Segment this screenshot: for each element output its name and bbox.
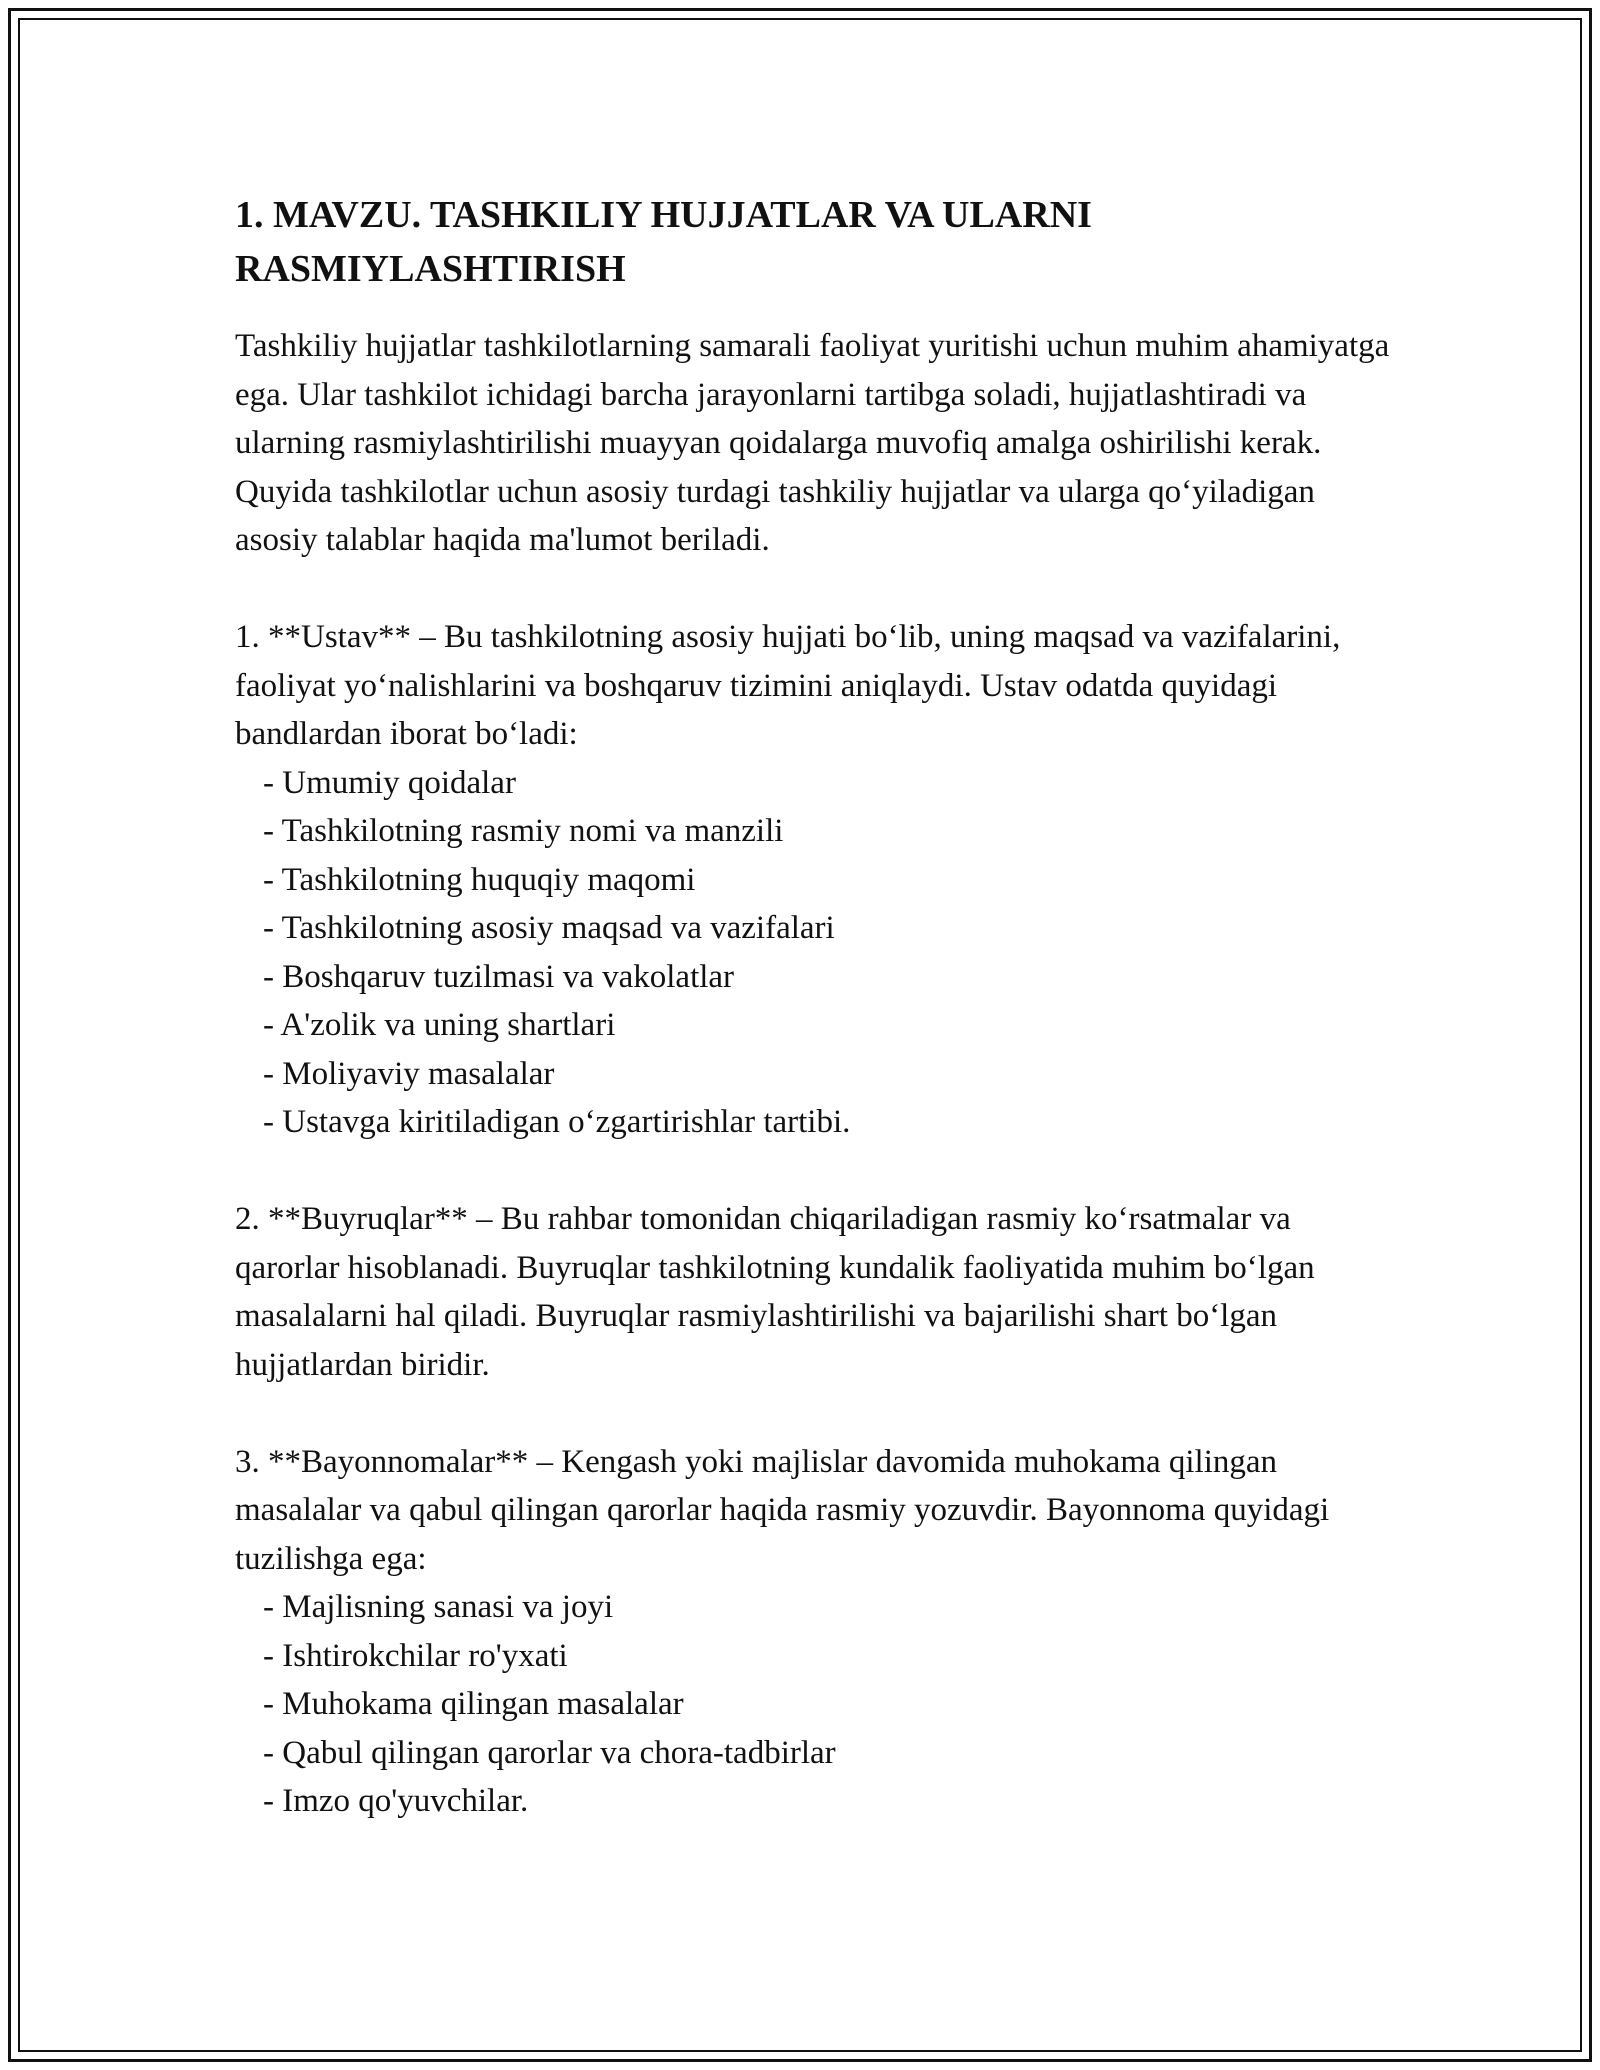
- section-buyruqlar: [235, 1195, 1395, 1389]
- list-item: - Tashkilotning rasmiy nomi va manzili: [263, 813, 784, 849]
- bullet-list: [235, 759, 1395, 1147]
- section-text: 1. **Ustav** – Bu tashkilotning asosiy hujjati bo‘lib, uning maqsad va vazifalarini, faoliyat yo‘nalishlarini va boshqaruv tizimini aniqlaydi. Ustav odatda quyidagi bandlardan iborat bo‘ladi:: [235, 619, 1341, 752]
- list-item: - A'zolik va uning shartlari: [263, 1007, 616, 1043]
- list-item: - Tashkilotning asosiy maqsad va vazifalari: [263, 910, 835, 946]
- bullet-list: [235, 1583, 1395, 1826]
- document-title: 1. MAVZU. TASHKILIY HUJJATLAR VA ULARNI RASMIYLASHTIRISH: [235, 194, 1092, 290]
- list-item: - Tashkilotning huquqiy maqomi: [263, 861, 696, 898]
- section-ustav: [235, 613, 1395, 1147]
- intro-paragraph: Tashkiliy hujjatlar tashkilotlarning samarali faoliyat yuritishi uchun muhim ahamiyatga ega. Ular tashkilot ichidagi barcha jarayonlarni tartibga soladi, hujjatlashtiradi va ularning rasmiylashtirilishi muayyan qoidalarga muvofiq amalga oshirilishi kerak. Quyida tashkilotlar uchun asosiy turdagi tashkiliy hujjatlar va ularga qo‘yiladigan asosiy talablar haqida ma'lumot beriladi.: [235, 328, 1390, 558]
- list-item: - Umumiy qoidalar: [263, 764, 516, 801]
- section-bayonnomalar: [235, 1438, 1395, 1826]
- list-item: - Qabul qilingan qarorlar va chora-tadbirlar: [263, 1734, 836, 1771]
- section-text: 3. **Bayonnomalar** – Kengash yoki majlislar davomida muhokama qilingan masalalar va qabul qilingan qarorlar haqida rasmiy yozuvdir. Bayonnoma quyidagi tuzilishga ega:: [235, 1443, 1330, 1577]
- list-item: - Boshqaruv tuzilmasi va vakolatlar: [263, 958, 735, 995]
- paragraph-gap: [235, 565, 1395, 614]
- list-item: - Ishtirokchilar ro'yxati: [263, 1637, 568, 1674]
- paragraph-gap: [235, 1389, 1395, 1438]
- list-item: - Majlisning sanasi va joyi: [263, 1589, 614, 1625]
- list-item: - Imzo qo'yuvchilar.: [263, 1783, 529, 1819]
- list-item: - Moliyaviy masalalar: [263, 1055, 555, 1092]
- section-text: 2. **Buyruqlar** – Bu rahbar tomonidan chiqariladigan rasmiy ko‘rsatmalar va qarorlar hisoblanadi. Buyruqlar tashkilotning kundalik faoliyatida muhim bo‘lgan masalalarni hal qiladi. Buyruqlar rasmiylashtirilishi va bajarilishi shart bo‘lgan hujjatlardan biridir.: [235, 1201, 1315, 1383]
- document-body: [235, 188, 1395, 1826]
- list-item: - Muhokama qilingan masalalar: [263, 1686, 684, 1722]
- paragraph-gap: [235, 1147, 1395, 1196]
- list-item: - Ustavga kiritiladigan o‘zgartirishlar tartibi.: [263, 1104, 851, 1140]
